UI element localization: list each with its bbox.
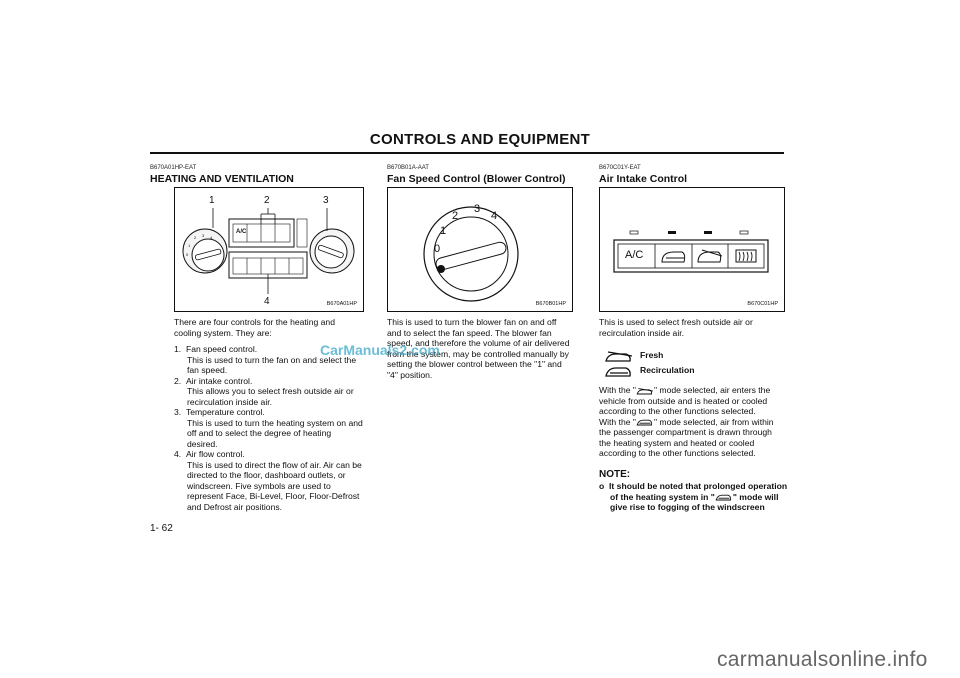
callout-4: 4 xyxy=(264,296,270,307)
dial-mark-0: 0 xyxy=(434,243,441,255)
fan-mark-2: 2 xyxy=(194,235,197,240)
recirculation-mode-text: With the " " mode selected, air from within the passenger compartment is drawn through the heating system and heated or cooled according to the other functions selected. xyxy=(599,416,774,458)
fan-mark-0: 0 xyxy=(186,252,189,257)
air-intake-legend xyxy=(604,348,784,378)
ac-label: A/C xyxy=(236,229,247,235)
list-item: 2. Air intake control. This allows you to select fresh outside air or recirculation inside air. xyxy=(174,375,354,407)
ac-button-label: A/C xyxy=(625,249,644,261)
fan-mark-1: 1 xyxy=(188,243,191,248)
section-title: Air Intake Control xyxy=(599,173,688,185)
watermark-overlay: CarManuals2.com xyxy=(320,342,440,358)
section-code: B670A01HP-EAT xyxy=(150,165,197,171)
heater-panel-figure xyxy=(174,187,364,312)
dial-mark-4: 4 xyxy=(491,210,498,222)
fan-dial-figure xyxy=(387,187,573,312)
section-code: B670C01Y-EAT xyxy=(599,165,641,171)
fan-mark-4: 4 xyxy=(210,235,213,240)
fan-speed-body: This is used to turn the blower fan on and off and to select the fan speed. The blower fan speed, and therefore the volume of air delivered from the system, may be controlled manually by setting the blower control between the "1" and "4" position. xyxy=(387,317,570,380)
air-intake-modes xyxy=(599,385,785,459)
figure-code: B670B01HP xyxy=(535,301,566,307)
fresh-air-icon xyxy=(604,350,634,362)
legend-fresh: Fresh xyxy=(604,348,784,363)
recirculation-icon xyxy=(715,493,733,501)
dial-mark-1: 1 xyxy=(440,225,447,237)
list-item: 4. Air flow control. This is used to direct the flow of air. Air can be directed to the floor, dashboard outlets, or windscreen. Five symbols are used to represent Face, Bi-Level, Floor, Floor-Defrost and Defrost air positions. xyxy=(174,449,362,512)
control-list xyxy=(174,344,364,512)
header-rule xyxy=(150,152,784,154)
fresh-air-icon xyxy=(636,387,654,395)
note-title: NOTE: xyxy=(599,469,631,480)
fresh-mode-text: With the " " mode selected, air enters the vehicle from outside and is heated or cooled according to the other functions selected. xyxy=(599,385,771,416)
figure-code: B670C01HP xyxy=(747,301,778,307)
heating-intro: There are four controls for the heating and cooling system. They are: xyxy=(174,317,335,338)
heater-panel-illustration xyxy=(175,188,363,311)
section-code: B670B01A-AAT xyxy=(387,165,429,171)
callout-1: 1 xyxy=(209,195,215,206)
section-title: Fan Speed Control (Blower Control) xyxy=(387,173,566,185)
dial-mark-2: 2 xyxy=(452,210,459,222)
page-header: CONTROLS AND EQUIPMENT xyxy=(369,131,591,148)
recirculation-icon xyxy=(636,418,654,426)
figure-code: B670A01HP xyxy=(326,301,357,307)
page-number: 1- 62 xyxy=(150,523,173,534)
list-item: 1. Fan speed control. This is used to turn the fan on and select the fan speed. xyxy=(174,344,357,375)
air-intake-intro: This is used to select fresh outside air or recirculation inside air. xyxy=(599,317,753,338)
list-item: 3. Temperature control. This is used to turn the heating system on and off and to select the degree of heating desired. xyxy=(174,407,363,449)
air-intake-figure xyxy=(599,187,785,312)
watermark-footer: carmanualsonline.info xyxy=(717,648,928,671)
note-text: o It should be noted that prolonged operation of the heating system in " " mode will give rise to fogging of the windscreen xyxy=(599,481,788,512)
callout-3: 3 xyxy=(323,195,329,206)
dial-mark-3: 3 xyxy=(474,203,481,215)
fan-mark-3: 3 xyxy=(202,233,205,238)
section-title: HEATING AND VENTILATION xyxy=(150,173,294,185)
legend-recirculation: Recirculation xyxy=(604,363,784,378)
callout-2: 2 xyxy=(264,195,270,206)
recirculation-icon xyxy=(604,365,634,377)
